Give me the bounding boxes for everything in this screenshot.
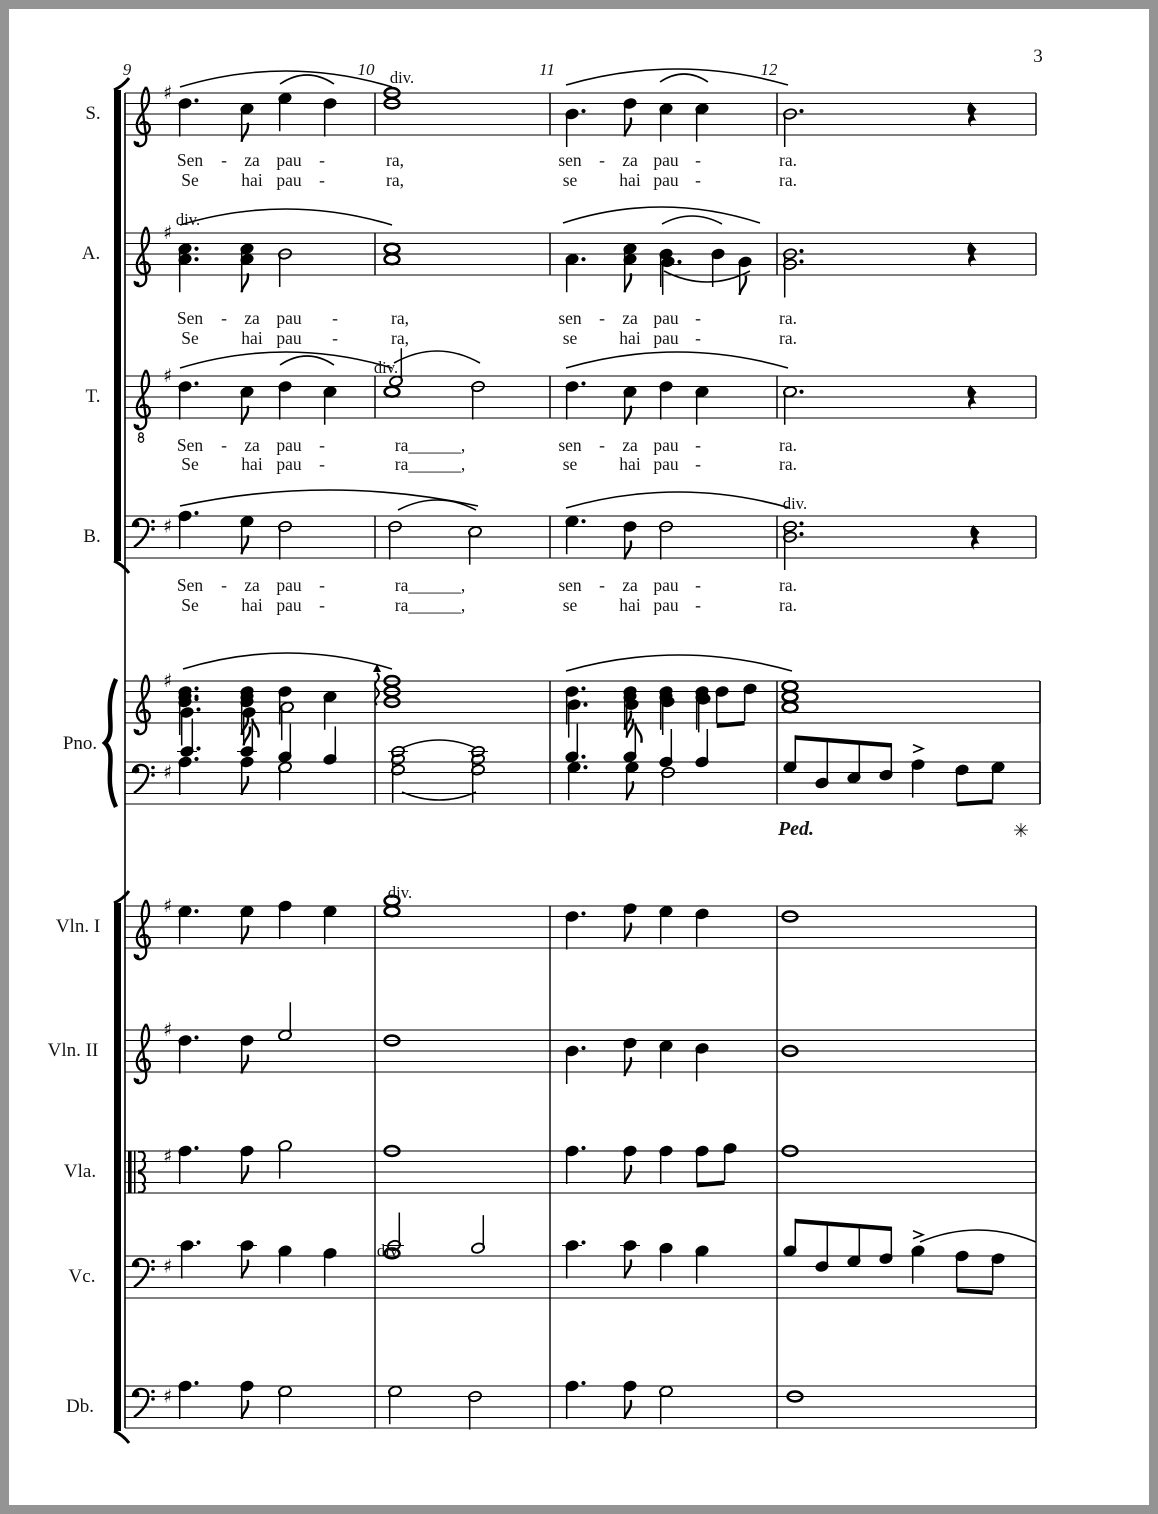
- lyric-syllable: pau: [276, 170, 302, 190]
- slur: [662, 216, 722, 224]
- lyric-syllable: pau: [276, 328, 302, 348]
- beam: [957, 799, 993, 806]
- note: [240, 1145, 255, 1184]
- lyric-syllable: za: [622, 150, 638, 170]
- slur: [402, 740, 476, 748]
- slur: [566, 492, 790, 508]
- part-label: Vln. I: [55, 916, 101, 937]
- bass-clef-icon: [133, 519, 155, 547]
- staff-violin-2: [125, 1002, 1036, 1084]
- note: [659, 380, 674, 419]
- lyric-syllable: Sen: [176, 435, 204, 455]
- slur: [180, 352, 392, 368]
- staff-alto: [125, 207, 1036, 298]
- staff-piano-bass: [125, 719, 1040, 807]
- lyric-syllable: za: [622, 435, 638, 455]
- lyric-syllable: -: [695, 454, 701, 474]
- note: [783, 1219, 798, 1257]
- note: [278, 92, 293, 131]
- lyric-syllable: Sen: [176, 575, 204, 595]
- arpeggio-icon: [373, 664, 381, 705]
- treble-clef-icon: [135, 227, 150, 286]
- lyric-syllable: Se: [181, 454, 199, 474]
- note: [659, 1145, 674, 1184]
- lyric-syllable: pau: [653, 595, 679, 615]
- key-signature-sharp: ♯: [163, 1019, 173, 1041]
- part-label: Pno.: [62, 733, 98, 754]
- lyric-syllable: hai: [241, 454, 263, 474]
- lyric-syllable: ra,: [391, 308, 409, 328]
- lyric-syllable: -: [599, 575, 605, 595]
- lyric-syllable: -: [695, 328, 701, 348]
- lyric-syllable: Se: [181, 328, 199, 348]
- note: [388, 745, 408, 803]
- part-label: Vln. II: [47, 1040, 99, 1061]
- key-signature-sharp: ♯: [163, 670, 173, 692]
- note: [659, 729, 674, 768]
- lyric-syllable: hai: [619, 170, 641, 190]
- note: [237, 1239, 257, 1278]
- note: [278, 1385, 293, 1424]
- note: [659, 103, 674, 142]
- lyric-syllable: za: [244, 575, 260, 595]
- note: [323, 691, 338, 730]
- note: [623, 1145, 638, 1184]
- divisi-mark: div.: [376, 1241, 402, 1260]
- lyric-syllable: ra,: [386, 170, 404, 190]
- slur: [180, 209, 392, 225]
- note: [278, 761, 293, 800]
- key-signature-sharp: ♯: [163, 82, 173, 104]
- key-signature-sharp: ♯: [163, 1385, 173, 1408]
- note: [278, 685, 293, 724]
- beam: [717, 721, 745, 728]
- note: [847, 1224, 862, 1267]
- lyric-syllable: -: [319, 595, 325, 615]
- note: [911, 745, 926, 798]
- lyric-syllable: -: [332, 328, 338, 348]
- lyric-syllable: se: [562, 328, 578, 348]
- note: [620, 1239, 640, 1278]
- note: [565, 253, 586, 292]
- staff-bass: [125, 490, 1036, 570]
- note: [815, 738, 830, 789]
- lyric-syllable: pau: [653, 308, 679, 328]
- note: [565, 724, 586, 763]
- lyric-syllable: ra______,: [394, 454, 466, 474]
- slur: [180, 490, 478, 506]
- lyric-syllable: za: [244, 435, 260, 455]
- lyric-syllable: -: [695, 150, 701, 170]
- note: [565, 515, 586, 554]
- lyric-syllable: -: [695, 595, 701, 615]
- lyric-syllable: -: [221, 308, 227, 328]
- treble-clef-icon: [135, 87, 150, 146]
- part-label: A.: [81, 243, 101, 264]
- lyric-syllable: pau: [276, 595, 302, 615]
- lyric-syllable: hai: [619, 328, 641, 348]
- staff-double-bass: [125, 1380, 1036, 1430]
- note: [695, 386, 710, 425]
- key-signature-sharp: ♯: [163, 222, 173, 244]
- lyric-syllable: -: [319, 150, 325, 170]
- note: [623, 902, 638, 941]
- lyric-syllable: -: [221, 575, 227, 595]
- note: [278, 380, 293, 419]
- divisi-mark: div.: [175, 210, 201, 229]
- note: [323, 726, 338, 765]
- divisi-mark: div.: [373, 358, 399, 377]
- note: [783, 520, 804, 570]
- lyric-syllable: Se: [181, 595, 199, 615]
- lyric-syllable: pau: [276, 454, 302, 474]
- lyric-syllable: -: [695, 170, 701, 190]
- slur: [183, 653, 392, 669]
- choir-bracket: [114, 78, 129, 573]
- lyric-syllable: za: [244, 150, 260, 170]
- lyric-syllable: pau: [653, 575, 679, 595]
- divisi-mark: div.: [387, 883, 413, 902]
- measure-number: 12: [760, 60, 778, 79]
- lyric-syllable: ra,: [386, 150, 404, 170]
- piano-brace: [105, 679, 116, 807]
- part-label: Vla.: [63, 1161, 97, 1182]
- note: [240, 905, 255, 944]
- note: [659, 1385, 674, 1424]
- bass-clef-icon: [133, 765, 155, 793]
- slur: [566, 69, 788, 85]
- lyric-syllable: -: [221, 150, 227, 170]
- treble-clef-icon: [135, 675, 150, 734]
- staff-piano-treble: [125, 653, 1040, 746]
- pedal-up-icon: ✳: [1013, 820, 1029, 842]
- lyric-syllable: ra.: [779, 435, 797, 455]
- lyric-syllable: -: [695, 575, 701, 595]
- beam: [697, 1180, 725, 1187]
- note: [783, 735, 798, 773]
- note: [278, 1140, 293, 1179]
- note: [567, 761, 588, 800]
- bass-clef-icon: [133, 1389, 155, 1417]
- note: [659, 905, 674, 944]
- divisi-mark: div.: [782, 494, 808, 513]
- note: [991, 1252, 1006, 1290]
- note: [240, 103, 255, 142]
- lyric-syllable: ra.: [779, 454, 797, 474]
- lyric-syllable: -: [221, 435, 227, 455]
- lyric-syllable: sen: [558, 435, 582, 455]
- lyric-syllable: -: [319, 575, 325, 595]
- lyric-syllable: ra.: [779, 595, 797, 615]
- note: [623, 520, 638, 559]
- pedal-down-mark: Ped.: [777, 818, 815, 840]
- lyric-syllable: za: [622, 308, 638, 328]
- note: [625, 761, 640, 800]
- page-number: 3: [1033, 46, 1043, 67]
- note: [911, 1231, 926, 1284]
- lyric-syllable: se: [562, 454, 578, 474]
- lyric-syllable: ra.: [779, 308, 797, 328]
- note: [695, 1145, 710, 1183]
- slur: [280, 356, 334, 365]
- note: [278, 1245, 293, 1284]
- note: [385, 387, 400, 397]
- note: [178, 905, 199, 944]
- part-label: B.: [83, 526, 101, 547]
- lyric-syllable: -: [319, 170, 325, 190]
- lyric-syllable: ra______,: [394, 595, 466, 615]
- note: [623, 1380, 638, 1419]
- lyric-syllable: hai: [619, 595, 641, 615]
- lyric-syllable: hai: [241, 170, 263, 190]
- lyric-syllable: -: [599, 308, 605, 328]
- note: [955, 1250, 970, 1288]
- note: [240, 756, 255, 795]
- staff-soprano: [125, 69, 1036, 147]
- strings-bracket: [114, 891, 129, 1443]
- lyric-syllable: Sen: [176, 308, 204, 328]
- lyric-syllable: pau: [276, 575, 302, 595]
- lyric-syllable: -: [332, 308, 338, 328]
- note: [471, 1215, 486, 1254]
- lyric-syllable: ra______,: [394, 575, 466, 595]
- lyric-syllable: se: [562, 170, 578, 190]
- staff-cello: [125, 1213, 1036, 1299]
- note: [278, 900, 293, 939]
- slur: [566, 352, 788, 368]
- lyric-syllable: pau: [653, 150, 679, 170]
- note: [177, 1239, 201, 1278]
- note: [879, 1227, 894, 1265]
- note: [323, 386, 338, 425]
- part-label: T.: [85, 386, 101, 407]
- note: [695, 729, 710, 768]
- lyric-syllable: pau: [276, 308, 302, 328]
- note: [323, 97, 338, 136]
- beam: [795, 1219, 891, 1231]
- note: [278, 1002, 293, 1041]
- key-signature-sharp: ♯: [163, 1145, 173, 1168]
- treble-clef-icon: [135, 370, 150, 442]
- note: [659, 248, 674, 287]
- lyric-syllable: pau: [276, 150, 302, 170]
- lyric-syllable: ra.: [779, 170, 797, 190]
- key-signature-sharp: ♯: [163, 515, 173, 538]
- note: [177, 719, 201, 758]
- lyric-syllable: pau: [653, 170, 679, 190]
- slur: [563, 207, 760, 223]
- measure-number: 11: [539, 60, 555, 79]
- note: [240, 243, 255, 293]
- note: [659, 1242, 674, 1281]
- lyric-syllable: ra.: [779, 150, 797, 170]
- note: [783, 248, 804, 298]
- note: [280, 701, 295, 740]
- measure-number: 10: [357, 60, 375, 79]
- slur: [660, 74, 708, 82]
- note: [240, 1380, 255, 1419]
- note: [388, 1385, 403, 1424]
- lyric-syllable: pau: [653, 328, 679, 348]
- note: [385, 88, 400, 108]
- note: [623, 1037, 638, 1076]
- slur: [664, 271, 750, 282]
- note: [240, 1034, 255, 1073]
- note: [661, 696, 676, 735]
- lyric-syllable: -: [695, 435, 701, 455]
- key-signature-sharp: ♯: [163, 895, 173, 917]
- part-label: S.: [85, 103, 101, 124]
- part-label: Db.: [66, 1396, 94, 1417]
- note: [468, 526, 483, 565]
- slur: [394, 351, 480, 363]
- lyric-syllable: -: [319, 454, 325, 474]
- lyric-syllable: ra.: [779, 328, 797, 348]
- lyric-syllable: pau: [276, 435, 302, 455]
- measure-number: 9: [122, 60, 132, 79]
- note: [623, 97, 638, 136]
- lyric-syllable: za: [622, 575, 638, 595]
- note: [278, 724, 293, 763]
- slur: [566, 655, 792, 671]
- lyric-syllable: hai: [241, 328, 263, 348]
- note: [695, 103, 710, 142]
- lyric-syllable: -: [319, 435, 325, 455]
- note: [715, 685, 730, 723]
- lyric-syllable: -: [695, 308, 701, 328]
- beam: [795, 735, 891, 747]
- part-label: Vc.: [68, 1266, 96, 1287]
- lyric-syllable: sen: [558, 575, 582, 595]
- lyric-syllable: ra______,: [394, 435, 466, 455]
- treble-clef-icon: [135, 1024, 150, 1083]
- note: [783, 681, 798, 712]
- staff-viola: [125, 1140, 1036, 1193]
- note: [562, 1239, 586, 1278]
- staff-violin-1: [125, 895, 1036, 959]
- lyric-syllable: sen: [558, 150, 582, 170]
- lyric-syllable: -: [599, 435, 605, 455]
- accent-mark: [913, 1231, 923, 1239]
- note: [623, 386, 638, 425]
- note: [240, 515, 255, 554]
- note: [659, 1040, 674, 1079]
- lyric-syllable: Se: [181, 170, 199, 190]
- lyric-syllable: sen: [558, 308, 582, 328]
- lyric-syllable: Sen: [176, 150, 204, 170]
- beam: [957, 1288, 993, 1295]
- lyric-syllable: za: [244, 308, 260, 328]
- note: [240, 386, 255, 425]
- note: [695, 1245, 710, 1284]
- key-signature-sharp: ♯: [163, 365, 173, 387]
- key-signature-sharp: ♯: [163, 1255, 173, 1278]
- accent-mark: [913, 745, 923, 753]
- key-signature-sharp: ♯: [163, 761, 173, 784]
- lyric-syllable: -: [599, 150, 605, 170]
- lyric-syllable: ra.: [779, 575, 797, 595]
- note: [783, 386, 804, 425]
- treble-clef-icon: [135, 900, 150, 959]
- lyric-syllable: hai: [619, 454, 641, 474]
- lyric-syllable: pau: [653, 454, 679, 474]
- lyric-syllable: hai: [241, 595, 263, 615]
- staff-tenor: [125, 348, 1036, 442]
- note: [178, 243, 199, 293]
- lyric-syllable: se: [562, 595, 578, 615]
- note: [623, 243, 638, 293]
- divisi-mark: div.: [389, 68, 415, 87]
- note: [625, 698, 640, 737]
- slur: [920, 1230, 1036, 1242]
- lyric-syllable: ra,: [391, 328, 409, 348]
- note: [323, 905, 338, 944]
- slur: [280, 75, 334, 84]
- note: [815, 1221, 830, 1272]
- slur: [398, 500, 476, 510]
- bass-clef-icon: [133, 1259, 155, 1287]
- lyric-syllable: pau: [653, 435, 679, 455]
